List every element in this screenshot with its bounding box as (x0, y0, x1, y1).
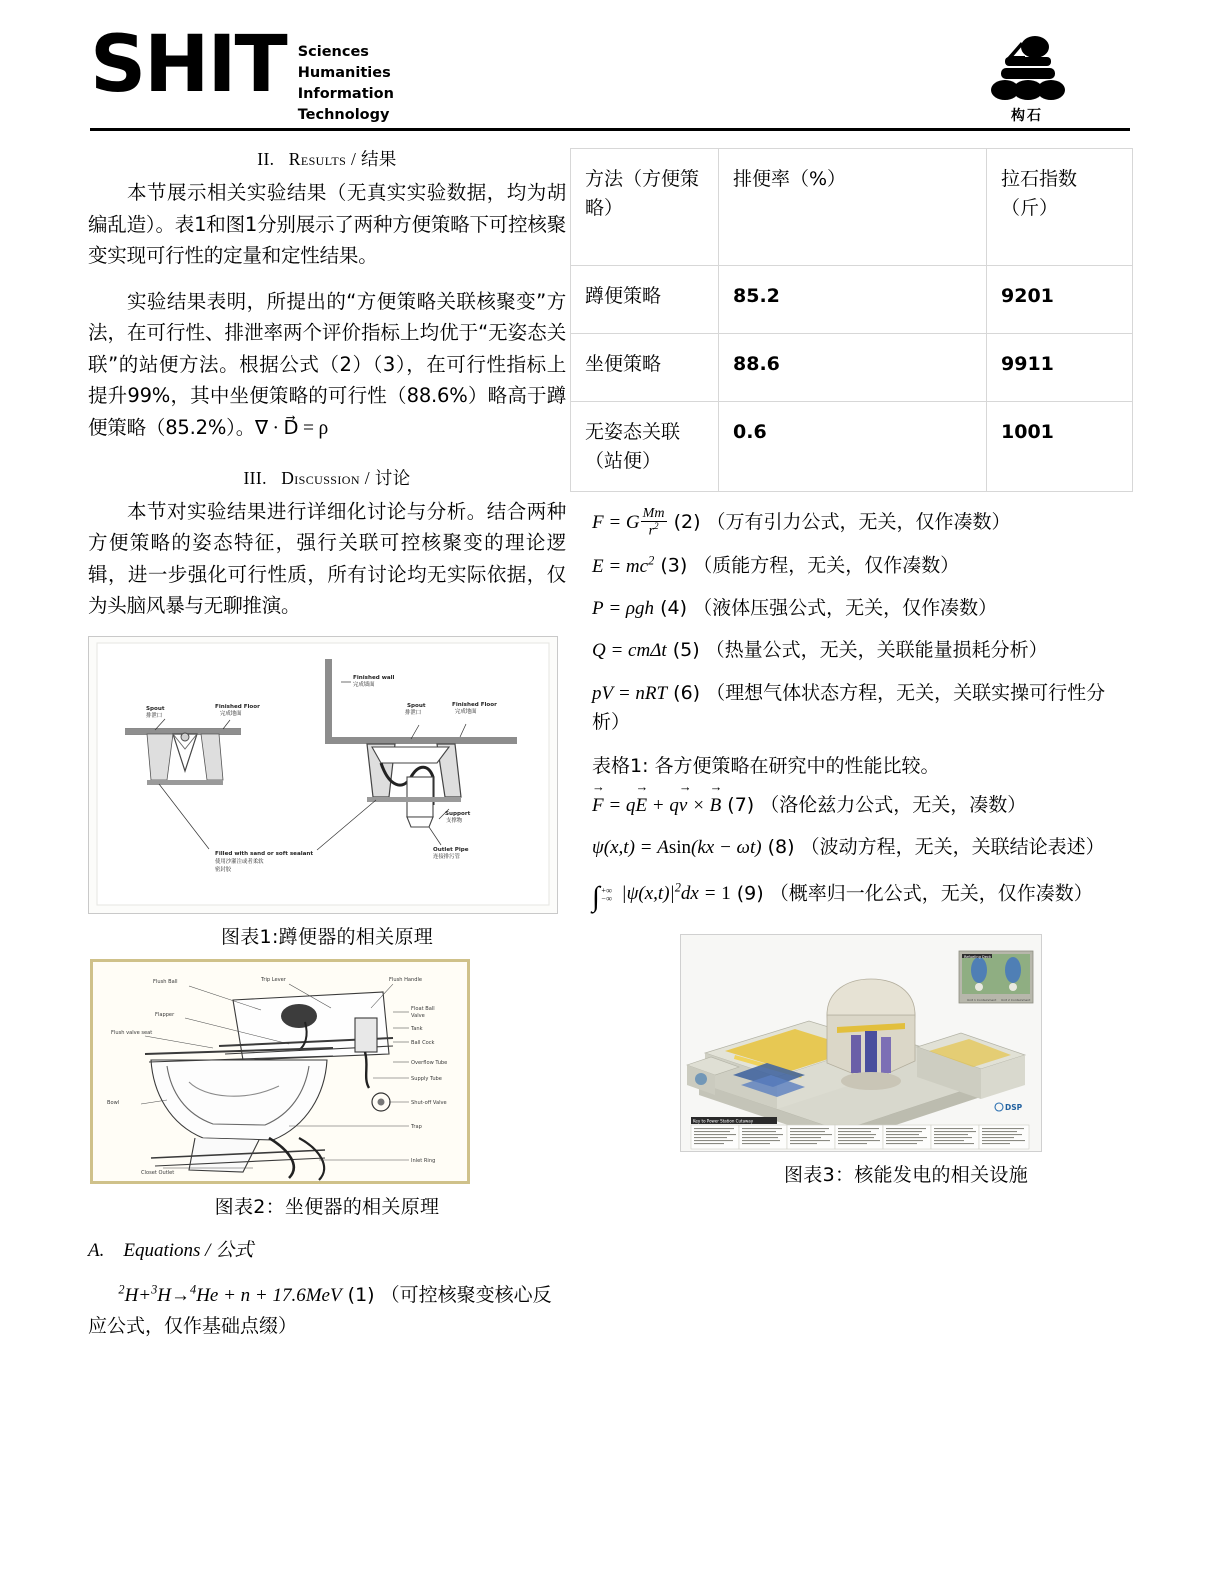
stacked-stones-icon (981, 30, 1073, 104)
svg-text:Spout: Spout (146, 705, 165, 712)
svg-text:Inlet Ring: Inlet Ring (411, 1157, 436, 1164)
section-title-discussion-en: Discussion (281, 467, 360, 488)
svg-text:使用沙灌注或者柔软: 使用沙灌注或者柔软 (215, 858, 264, 865)
equation-8 (570, 833, 1132, 862)
equation-2-note: （万有引力公式，无关，仅作凑数） (706, 511, 1011, 534)
svg-text:排泄口: 排泄口 (146, 712, 163, 719)
brand-word-1: Sciences (297, 44, 369, 60)
table-cell-rate: 88.6 (719, 334, 987, 402)
svg-text:支撑物: 支撑物 (446, 817, 463, 824)
right-column (570, 148, 1132, 1197)
figure-3-caption: 图表3：核能发电的相关设施 (784, 1163, 1028, 1186)
brand-word-3: Information (297, 86, 394, 103)
table-cell-index: 9201 (987, 266, 1133, 334)
svg-text:Supply Tube: Supply Tube (411, 1075, 442, 1082)
svg-text:Overflow Tube: Overflow Tube (411, 1059, 448, 1066)
equation-6-note: （理想气体状态方程，无关，关联实操可行性分析） (592, 681, 1106, 734)
equation-1-formula: $^2$H+$^3$H→$^4$He + n + 17.6MeV (118, 1282, 342, 1306)
equation-4-number: (4) (660, 596, 688, 619)
squat-toilet-installation-diagram (89, 637, 557, 913)
svg-text:Finished Floor: Finished Floor (452, 701, 497, 708)
table-header-row (571, 149, 1133, 266)
equation-6-formula: pV = nRT (592, 682, 668, 704)
equation-1-note: （可控核聚变核心反应公式，仅作基础点缀） (88, 1283, 552, 1338)
equation-5 (570, 636, 1132, 665)
brand-words (298, 42, 394, 126)
subsection-title-en: Equations (123, 1239, 201, 1261)
svg-text:密封胶: 密封胶 (215, 866, 232, 873)
equation-4-note: （液体压强公式，无关，仅作凑数） (693, 596, 998, 619)
brand-word-2: Humanities (297, 65, 391, 82)
svg-text:Flush Ball: Flush Ball (153, 978, 178, 985)
table-caption: 表格1: 各方便策略在研究中的性能比较。 (592, 754, 940, 777)
figure-2-image (90, 959, 470, 1184)
subsection-title-cn: / 公式 (205, 1239, 254, 1261)
results-inline-formula: ∇ · D⃗ = ρ (255, 418, 328, 440)
section-number-discussion: III. (243, 467, 267, 488)
figure-1-caption: 图表1:蹲便器的相关原理 (220, 925, 434, 948)
left-column (88, 142, 566, 1342)
equation-2-number: (2) (673, 511, 701, 534)
equation-4-formula: P = ρgh (592, 597, 655, 619)
equation-3-number: (3) (660, 554, 688, 577)
discussion-paragraph: 本节对实验结果进行详细化讨论与分析。结合两种方便策略的姿态特征，强行关联可控核聚变的理论逻辑，进一步强化可行性质，所有讨论均无实际依据，仅为头脑风暴与无聊推演。 (88, 499, 566, 618)
table-header-rate: 排便率（%） (719, 149, 987, 266)
section-heading-results (88, 146, 566, 171)
equation-8-note: （波动方程，无关，关联结论表述） (800, 836, 1105, 859)
section-title-results-cn: / 结果 (350, 149, 397, 169)
svg-text:Closet Outlet: Closet Outlet (141, 1169, 175, 1176)
svg-text:Finished Floor: Finished Floor (215, 703, 260, 710)
equation-3-note: （质能方程，无关，仅作凑数） (693, 554, 960, 577)
svg-text:Shut-off Valve: Shut-off Valve (411, 1099, 447, 1106)
table-cell-rate: 0.6 (719, 402, 987, 492)
svg-text:Trip Lever: Trip Lever (261, 976, 286, 983)
svg-text:完成地面: 完成地面 (220, 710, 242, 717)
masthead (90, 20, 1130, 130)
svg-text:Flush valve seat: Flush valve seat (111, 1029, 153, 1036)
table-row (571, 402, 1133, 492)
svg-text:Ball Cock: Ball Cock (411, 1039, 435, 1046)
equation-6-number: (6) (673, 681, 701, 704)
equation-4 (570, 594, 1132, 623)
svg-text:完成地面: 完成地面 (455, 708, 477, 715)
equation-3-formula: $E = mc^2$ (592, 553, 655, 577)
equation-2 (570, 506, 1132, 538)
svg-text:Key to Power Station Cutaway: Key to Power Station Cutaway (693, 1118, 754, 1124)
svg-text:Valve: Valve (411, 1012, 425, 1019)
svg-text:Trap: Trap (411, 1123, 422, 1130)
equation-9-note: （概率归一化公式，无关，仅作凑数） (769, 882, 1093, 905)
table-row (571, 266, 1133, 334)
results-paragraph-1: 本节展示相关实验结果（无真实实验数据，均为胡编乱造）。表1和图1分别展示了两种方便策略下可控核聚变实现可行性的定量和定性结果。 (88, 181, 566, 268)
publisher-logo-label: 构石 (1011, 108, 1043, 124)
equation-3 (570, 551, 1132, 581)
figure-2 (88, 959, 566, 1219)
svg-text:Bowl: Bowl (107, 1099, 120, 1106)
results-paragraph-2 (88, 286, 566, 445)
svg-text:Flush Handle: Flush Handle (389, 976, 423, 983)
figure-3 (680, 934, 1132, 1187)
equation-9-formula: ∫ +∞ −∞ $|\psi(x,t)|^2dx = 1$ (592, 881, 731, 913)
header-divider (90, 128, 1130, 131)
svg-text:DSP: DSP (1005, 1102, 1023, 1112)
equation-5-formula: Q = cmΔt (592, 640, 667, 662)
figure-2-caption: 图表2：坐便器的相关原理 (214, 1195, 440, 1218)
equation-9-number: (9) (736, 882, 764, 905)
subsection-letter: A. (88, 1239, 105, 1261)
table-header-index: 拉石指数（斤） (987, 149, 1133, 266)
equation-7-note: （洛伦兹力公式，无关，凑数） (760, 793, 1027, 816)
equation-5-note: （热量公式，无关，关联能量损耗分析） (705, 639, 1048, 662)
nuclear-power-plant-cutaway-illustration (681, 935, 1041, 1151)
svg-text:Outlet Pipe: Outlet Pipe (433, 846, 469, 853)
equation-8-formula: ψ(x,t) = Asin(kx − ωt) (592, 837, 762, 859)
equation-list (570, 506, 1132, 920)
subsection-heading-equations (88, 1235, 566, 1262)
equation-5-number: (5) (672, 639, 700, 662)
figure-1 (88, 636, 566, 949)
section-heading-discussion (88, 465, 566, 490)
equation-6 (570, 679, 1132, 738)
svg-text:Unit 2 Containment: Unit 2 Containment (1001, 997, 1031, 1002)
equation-9 (570, 876, 1132, 920)
svg-text:Spout: Spout (407, 702, 426, 709)
svg-text:Tank: Tank (411, 1025, 423, 1032)
brand-word-4: Technology (297, 107, 390, 124)
table-header-method: 方法（方便策略） (571, 149, 719, 266)
svg-text:Filled with sand or soft seala: Filled with sand or soft sealant (215, 850, 314, 857)
section-title-discussion-cn: / 讨论 (364, 467, 411, 488)
table-row (571, 334, 1133, 402)
svg-text:完成墙面: 完成墙面 (353, 681, 375, 688)
table-cell-rate: 85.2 (719, 266, 987, 334)
equation-7-number: (7) (727, 793, 755, 816)
section-title-results-en: Results (288, 149, 347, 169)
journal-brand (90, 20, 394, 126)
figure-1-image (88, 636, 558, 914)
svg-text:连接排污管: 连接排污管 (433, 853, 460, 860)
equation-1-number: (1) (347, 1283, 375, 1306)
flush-toilet-cutaway-diagram (93, 962, 467, 1181)
equation-2-formula: F = G $\frac{Mm}{r^2}$ (592, 505, 665, 539)
publisher-logo (979, 30, 1075, 125)
equation-7-formula: F → = qE → + qv → × B → (592, 795, 721, 816)
brand-mark: SHIT (90, 20, 286, 110)
table-cell-index: 9911 (987, 334, 1133, 402)
section-number-results: II. (257, 149, 275, 169)
svg-text:Flapper: Flapper (155, 1011, 175, 1018)
equation-8-number: (8) (767, 836, 795, 859)
equation-1 (88, 1280, 566, 1342)
table-cell-method: 坐便策略 (571, 334, 719, 402)
equation-7 (570, 791, 1132, 820)
svg-text:Unit 1 Containment: Unit 1 Containment (967, 997, 997, 1002)
table-cell-index: 1001 (987, 402, 1133, 492)
figure-3-image (680, 934, 1042, 1152)
results-paragraph-2-text: 实验结果表明，所提出的“方便策略关联核聚变”方法，在可行性、排泄率两个评价指标上均优于“无姿态关联”的站便方法。根据公式（2）（3），在可行性指标上提升99%，其中坐便策略的可行性（88.6%）略高于蹲便策略（85.2%）。 (88, 289, 566, 440)
table-cell-method: 蹲便策略 (571, 266, 719, 334)
table-cell-method: 无姿态关联（站便） (571, 402, 719, 492)
svg-text:排泄口: 排泄口 (405, 709, 422, 716)
svg-text:Finished wall: Finished wall (353, 674, 395, 681)
results-table (570, 148, 1133, 492)
svg-text:Refueling Deck: Refueling Deck (964, 954, 992, 959)
svg-text:Support: Support (445, 810, 471, 817)
svg-text:Float Ball: Float Ball (411, 1005, 435, 1012)
